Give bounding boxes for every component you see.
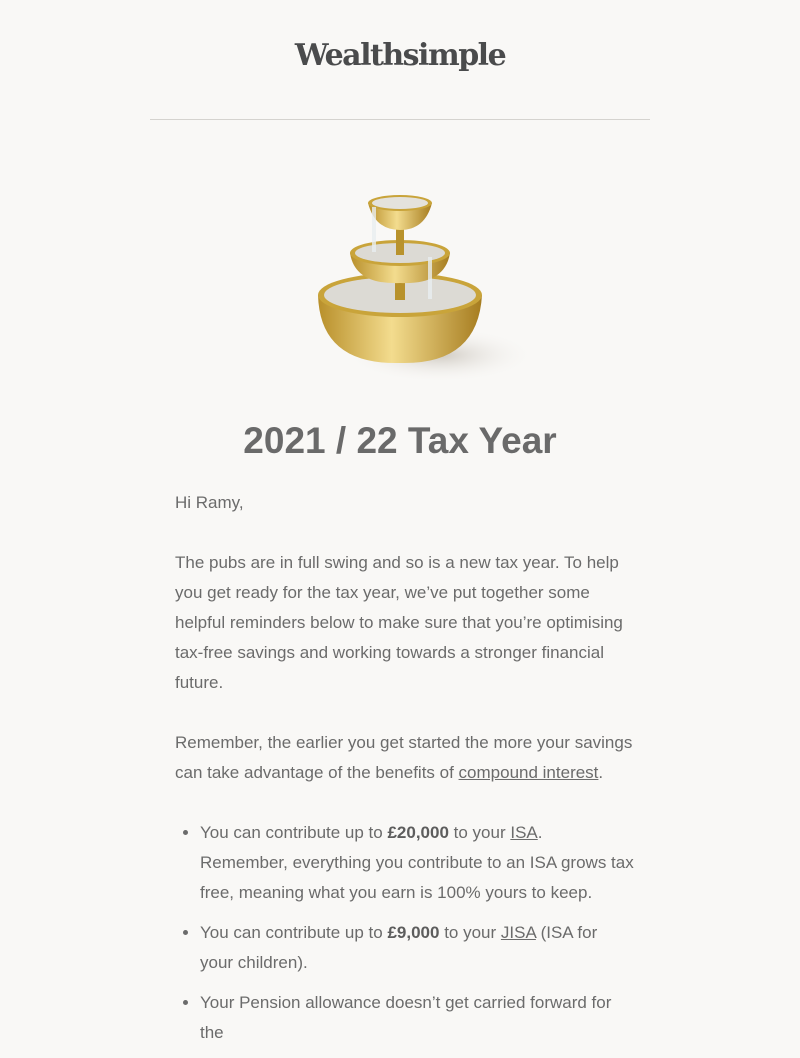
list-item-jisa: [200, 918, 635, 978]
bullet-text: . Remember, everything you contribute to an ISA grows tax free, meaning what you earn is 100% yours to keep.: [200, 823, 634, 902]
compound-interest-link[interactable]: compound interest: [458, 763, 599, 782]
bullet-text: (ISA for your children).: [200, 923, 598, 972]
list-item-isa: [200, 818, 635, 908]
page-title: 2021 / 22 Tax Year: [243, 420, 557, 461]
bullet-text: to your: [448, 823, 511, 842]
bullet-text: You can contribute up to: [200, 923, 388, 942]
fountain-hero-image: [300, 185, 540, 395]
remember-paragraph: [175, 728, 635, 788]
remember-period: .: [598, 763, 604, 782]
isa-amount: £20,000: [387, 823, 449, 842]
list-item-pension: • Your Pension allowance doesn’t get carried forward for the: [200, 988, 635, 1048]
jisa-amount: £9,000: [387, 923, 440, 942]
greeting: Hi Ramy,: [175, 493, 244, 512]
email-body: [175, 488, 635, 1058]
isa-link[interactable]: ISA: [510, 823, 538, 842]
jisa-link[interactable]: JISA: [500, 923, 536, 942]
remember-text: Remember, the earlier you get started the more your savings can take advantage of the benefits of: [175, 733, 633, 782]
bullet-text: to your: [439, 923, 501, 942]
intro-paragraph: The pubs are in full swing and so is a new tax year. To help you get ready for the tax year, we’ve put together some helpful reminders below to make sure that you’re optimising tax-free savings and working towards a stronger financial future.: [175, 553, 623, 692]
header-divider: [150, 119, 650, 120]
tips-list: [175, 818, 635, 1048]
bullet-text: You can contribute up to: [200, 823, 388, 842]
wealthsimple-logo[interactable]: Wealthsimple: [294, 38, 506, 73]
